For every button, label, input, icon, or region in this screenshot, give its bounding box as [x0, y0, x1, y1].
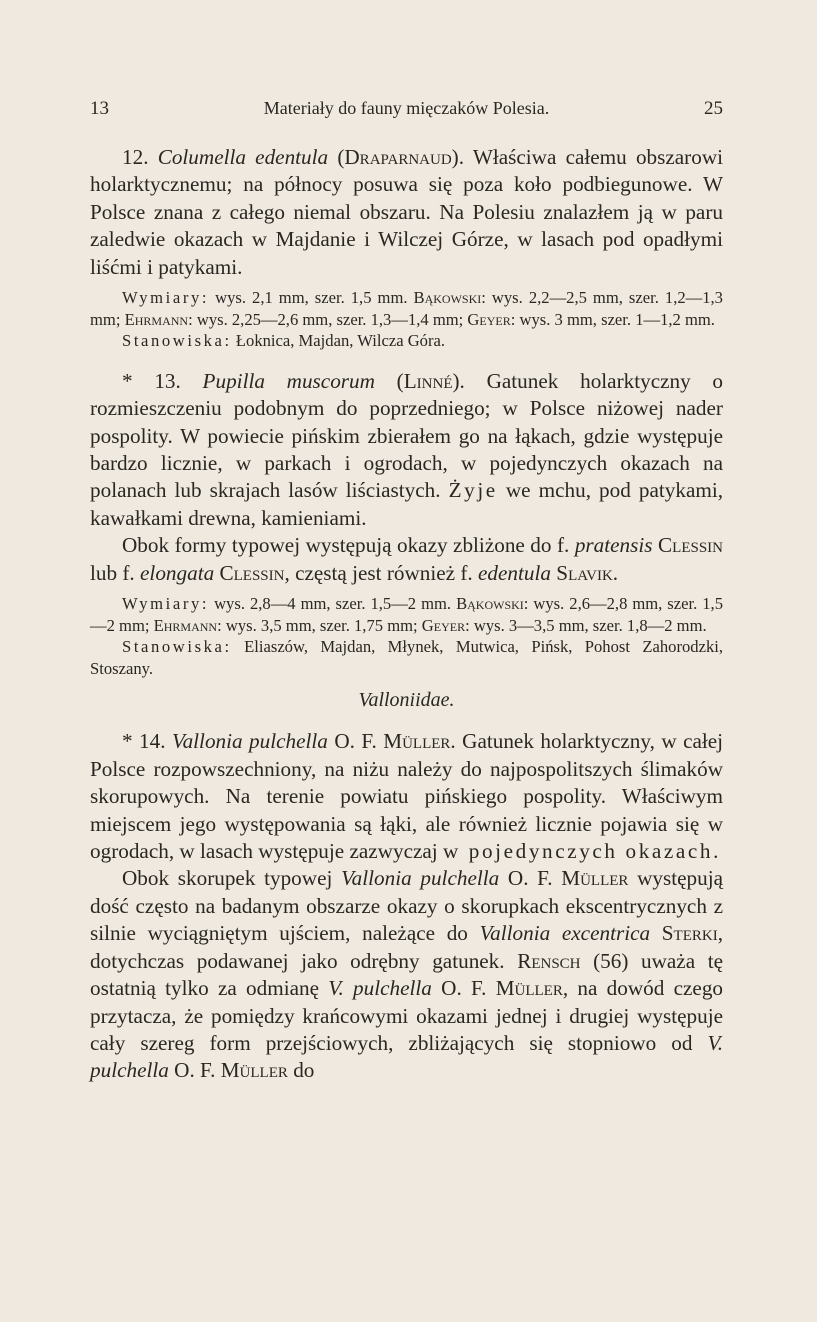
species-12-number: 12. [122, 145, 149, 169]
localities-label: Stanowiska: [122, 331, 232, 351]
species-14-number: * 14. [122, 729, 166, 754]
species-13-forms: Obok formy typowej występują okazy zbliżone do f. pratensis Clessin lub f. elongata Clessin, częstą jest również f. edentula Slavik. [90, 533, 724, 585]
header-left-number: 13 [90, 98, 109, 119]
species-12-localities: Stanowiska: Łoknica, Majdan, Wilcza Góra. [122, 331, 446, 351]
species-14-name: Vallonia pulchella [171, 729, 328, 754]
species-13-localities: Stanowiska: Eliaszów, Majdan, Młynek, Mutwica, Pińsk, Pohost Zahorodzki, Stoszany. [90, 637, 724, 678]
spacer [90, 352, 723, 368]
species-14-description: * 14. Vallonia pulchella O. F. Müller. Gatunek holarktyczny, w całej Polsce rozpowszechniony, na niżu należy do najpospolitszych ślimaków skorupowych. Na terenie powiatu pińskiego pospolity. Właściwym miejscem jego występowania są łąki, ale również licznie pojawia się w ogrodach, w lasach występuje zazwyczaj w pojedynczych okazach. [90, 729, 724, 864]
author-ehrmann: Ehrmann: [124, 309, 193, 329]
species-12-author: (Draparnaud). [337, 145, 465, 169]
dimensions-label: Wymiary: [122, 288, 210, 308]
species-12-name: Columella edentula [157, 145, 329, 169]
species-13-dimensions: Wymiary: wys. 2,8—4 mm, szer. 1,5—2 mm. Bąkowski: wys. 2,6—2,8 mm, szer. 1,5—2 mm; Ehrmann: wys. 3,5 mm, szer. 1,75 mm; Geyer: wys. 3—3,5 mm, szer. 1,8—2 mm. [90, 594, 723, 635]
species-14-forms: Obok skorupek typowej Vallonia pulchella O. F. Müller występują dość często na badanym obszarze okazy o skorupkach ekscentrycznych z silnie wyciągniętym ujściem, należące do Vallonia excentrica Sterki, dotychczas podawanej jako odrębny gatunek. Rensch (56) uważa tę ostatnią tylko za odmianę V. pulchella O. F. Müller, na dowód czego przytacza, że pomiędzy krańcowymi okazami jednej i drugiej występuje cały szereg form przejściowych, zbliżających się stopniowo od V. pulchella O. F. Müller do [90, 866, 724, 1083]
page-header [90, 98, 723, 120]
author-bakowski: Bąkowski: [413, 288, 486, 308]
species-12-text: Właściwa całemu obszarowi holarktycznemu; na północy posuwa się poza koło podbiegunowe. W Polsce znana z całego niemal obszaru. Na Polesiu znalazłem ją w paru zaledwie okazach w Majdanie i Wilczej Górze, w lasach pod opadłymi liśćmi i patykami. [90, 145, 724, 279]
family-heading: Valloniidae. [358, 689, 455, 712]
species-12-description [90, 144, 723, 281]
species-13-author: (Linné). [396, 368, 465, 393]
species-13-name: Pupilla muscorum [202, 368, 375, 393]
species-13-number: * 13. [122, 368, 181, 393]
species-13-description: * 13. Pupilla muscorum (Linné). Gatunek holarktyczny o rozmieszczeniu podobnym do poprzedniego; w Polsce niżowej nader pospolity. W powiecie pińskim zbierałem go na łąkach, gdzie występuje bardzo licznie, w parkach i ogrodach, w pojedynczych okazach na polanach lub skrajach lasów liściastych. Żyje we mchu, pod patykami, kawałkami drewna, kamieniami. [90, 368, 724, 530]
page-number: 25 [703, 98, 723, 119]
author-geyer: Geyer: [467, 309, 516, 329]
species-12-dimensions: Wymiary: wys. 2,1 mm, szer. 1,5 mm. Bąkowski: wys. 2,2—2,5 mm, szer. 1,2—1,3 mm; Ehrmann: wys. 2,25—2,6 mm, szer. 1,3—1,4 mm; Geyer: wys. 3 mm, szer. 1—1,2 mm. [90, 288, 723, 329]
running-title: Materiały do fauny mięczaków Polesia. [263, 98, 550, 118]
